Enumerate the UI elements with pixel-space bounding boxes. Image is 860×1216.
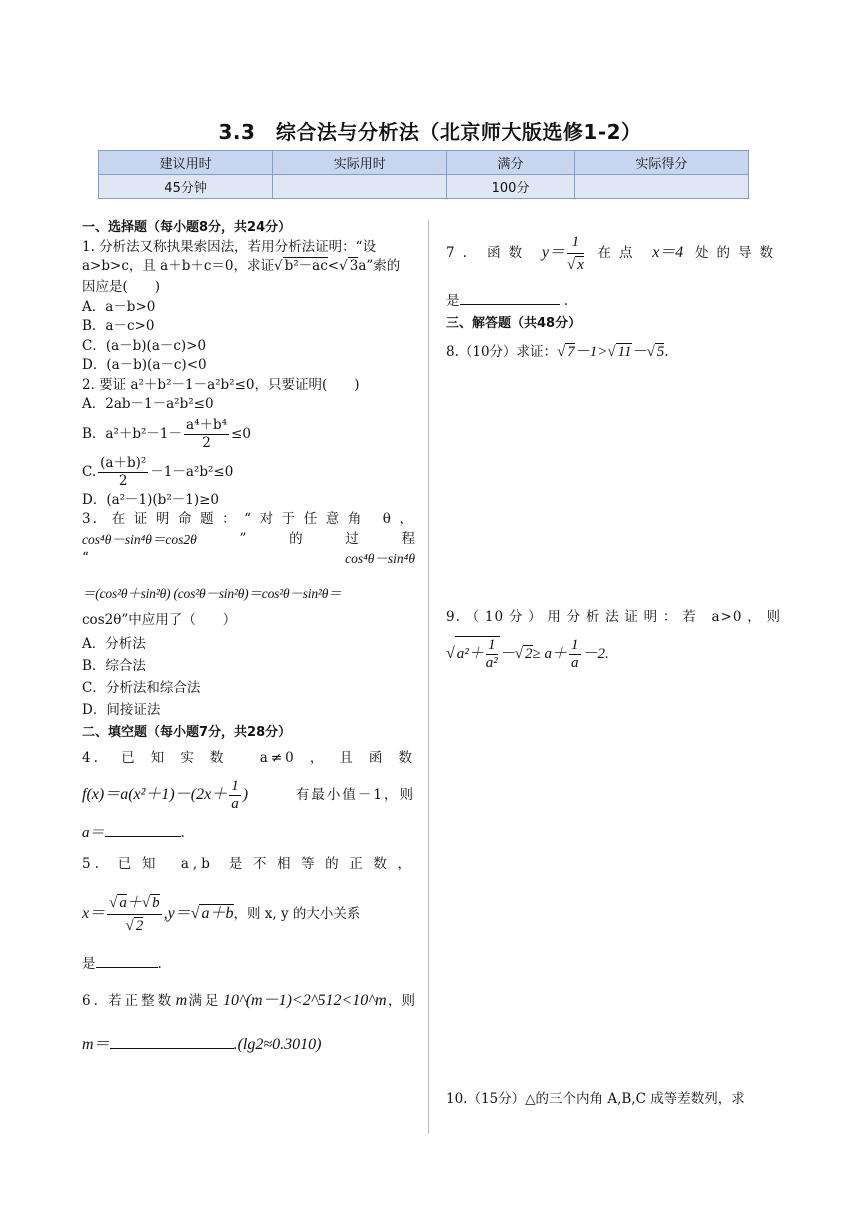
q3-text: 的	[289, 530, 303, 547]
radicand: 2	[135, 917, 144, 934]
right-column	[446, 218, 781, 1107]
question-9	[446, 604, 781, 678]
q7-formula: x＝4	[652, 244, 684, 261]
info-header-cell: 满分	[447, 151, 575, 175]
info-table-header-row	[99, 151, 749, 175]
fraction-denominator: 2	[118, 472, 128, 489]
q4-formula: )	[242, 785, 249, 803]
q3-formula: cos⁴θ－sin⁴θ	[345, 551, 415, 566]
section-heading-solve: 三、解答题（共48分）	[446, 316, 582, 331]
fraction-numerator: 1	[571, 637, 579, 653]
q2-b-text: ≤0	[231, 425, 251, 442]
q8-radicand: 7	[567, 344, 575, 360]
q9-line: 9.（10分）用分析法证明：若 a>0，则	[446, 609, 781, 625]
q6-text: ，则	[387, 992, 415, 1009]
q1-line: 因应是( )	[82, 279, 161, 295]
q1-line	[82, 257, 415, 278]
fraction-denominator: a	[571, 655, 579, 671]
q5-text: ，则 x, y 的大小关系	[233, 905, 361, 922]
q4-fraction	[229, 778, 241, 813]
q4-text: 有最小值－1，则	[295, 786, 415, 803]
q3-line	[82, 530, 415, 550]
question-7	[446, 218, 781, 314]
q2-option-b	[82, 415, 415, 453]
q9-formula: －	[499, 646, 515, 662]
fraction-numerator: 1	[567, 231, 584, 254]
fraction-numerator: (a＋b)²	[100, 454, 147, 471]
question-4	[82, 743, 415, 849]
q9-term: a²＋	[456, 646, 484, 662]
sqrt-symbol-icon: √	[339, 258, 348, 274]
radicand: b	[152, 894, 160, 911]
fraction-denominator: 2	[202, 434, 211, 451]
q3-line: ＝(cos²θ＋sin²θ) (cos²θ－sin²θ)＝cos²θ－sin²θ＝	[82, 586, 342, 601]
q2-option-c	[82, 453, 415, 491]
q4-formula: f(x)＝a(x²＋1)－(2x＋	[82, 785, 228, 803]
q3-option-c: C．分析法和综合法	[82, 680, 201, 696]
question-1	[82, 238, 415, 376]
q5-radicand: a＋b	[201, 904, 234, 922]
left-column	[82, 218, 415, 1067]
q5-text: 是	[82, 955, 96, 972]
q1-option-b: B．a－c>0	[82, 318, 155, 334]
question-2	[82, 376, 415, 511]
q6-formula: 10^(m－1)<2^512<10^m	[222, 991, 387, 1009]
q7-answer-blank[interactable]	[460, 292, 560, 305]
fraction-numerator: 1	[486, 637, 498, 655]
q5-formula: x＝	[82, 904, 106, 922]
q7-line	[446, 218, 781, 288]
info-header-cell: 建议用时	[99, 151, 273, 175]
fraction-denominator: √ x	[566, 257, 584, 273]
q6-text: 6. 若正整数	[82, 992, 175, 1009]
q7-text: 处的导数	[694, 245, 781, 261]
fraction-denominator: √ 2	[125, 917, 144, 934]
q5-fraction	[107, 892, 161, 937]
q8-text: .	[664, 344, 669, 360]
q9-formula: ≥ a＋	[532, 646, 568, 662]
q2-c-fraction	[98, 455, 148, 490]
sqrt-symbol-icon: √	[274, 258, 283, 274]
q3-line: 3. 在证明命题：“对于任意角 θ，	[82, 511, 415, 527]
q4-text: a＝	[82, 824, 105, 841]
q1-text: a>b>c，且 a＋b＋c＝0，求证	[82, 258, 275, 274]
q2-b-text: B．a²＋b²－1－	[82, 425, 183, 442]
question-6	[82, 979, 415, 1067]
q7-line: 是 .	[446, 293, 569, 309]
info-header-cell: 实际用时	[273, 151, 447, 175]
q8-text: 8.（10分）求证：	[446, 344, 558, 360]
q8-radicand: 5	[656, 344, 665, 360]
q6-line	[82, 979, 415, 1023]
q5-line: 5. 已知 a,b 是不相等的正数，	[82, 855, 415, 872]
q1-text: <	[327, 258, 340, 274]
q4-answer-blank[interactable]	[105, 824, 181, 837]
q3-line	[82, 549, 415, 577]
info-value-cell	[574, 175, 748, 199]
q6-answer-blank[interactable]	[110, 1036, 234, 1049]
q9-radicand	[455, 636, 500, 672]
question-3	[82, 510, 415, 723]
q1-text: a”索的	[358, 258, 401, 274]
q1-option-a: A．a－b>0	[82, 298, 156, 315]
q3-option-a: A．分析法	[82, 636, 146, 652]
q3-option-b: B．综合法	[82, 658, 146, 674]
q4-line	[82, 773, 415, 817]
q9-fraction	[486, 637, 498, 672]
q2-option-a: A．2ab－1－a²b²≤0	[82, 396, 214, 412]
q8-formula: －	[631, 344, 647, 360]
q9-formula: －2.	[582, 646, 609, 662]
q3-line: cos2θ”中应用了（ ）	[82, 612, 237, 628]
q1-line: 1. 分析法又称执果索因法，若用分析法证明：“设	[82, 238, 377, 255]
info-table-value-row	[99, 175, 749, 199]
q5-line: 是 .	[82, 955, 162, 972]
q4-line: a＝ .	[82, 824, 185, 841]
q2-c-text: C.	[82, 463, 97, 480]
q6-variable: m	[175, 991, 188, 1009]
info-value-cell: 45分钟	[99, 175, 273, 199]
q3-option-d: D．间接证法	[82, 702, 161, 718]
q3-formula: cos⁴θ－sin⁴θ＝cos2θ	[82, 531, 197, 547]
question-8: 8.（10分）求证：√ 7－1>√ 11－√ 5.	[446, 344, 669, 360]
q9-line: √ a²＋ $\frac{1}{\text{a²}}$ －√ 2≥ a＋ $\frac{1}{a}$ －2.	[446, 637, 609, 672]
q6-text: 满足	[188, 992, 222, 1009]
info-header-cell: 实际得分	[574, 151, 748, 175]
q2-option-d: D．(a²－1)(b²－1)≥0	[82, 491, 219, 508]
q5-formula: ,y＝	[163, 904, 191, 922]
q5-line: x＝ $\frac{√ a+√ b}{√ 2}$ ,y＝√ a＋b，则 x, y 的大小关系	[82, 879, 415, 949]
q3-text: 过	[345, 530, 359, 547]
page-title: 3.3 综合法与分析法（北京师大版选修1-2）	[218, 120, 642, 144]
fraction-denominator: a	[231, 795, 239, 812]
fraction-numerator: a⁴＋b⁴	[186, 416, 228, 433]
section-heading-choice: 一、选择题（每小题8分，共24分）	[82, 220, 292, 235]
q6-line	[82, 1023, 415, 1067]
fraction-numerator: √ a＋√ b	[107, 892, 161, 915]
section-heading-fill: 二、填空题（每小题7分，共28分）	[82, 725, 292, 740]
q4-line: 4. 已知实数 a≠0，且函数	[82, 749, 415, 766]
q7-text: 在点	[597, 245, 641, 261]
info-value-cell	[273, 175, 447, 199]
q7-text: 是	[446, 293, 460, 309]
q8-formula: －1>	[574, 344, 608, 360]
q7-formula: y＝	[541, 244, 565, 261]
info-value-cell: 100分	[447, 175, 575, 199]
q7-text: 7. 函数	[446, 245, 531, 261]
q2-b-fraction	[184, 417, 229, 452]
radicand: x	[577, 257, 584, 273]
q8-radicand: 11	[617, 344, 632, 360]
q1-radicand: 3	[349, 258, 359, 274]
q1-radicand: b²－ac	[284, 258, 328, 274]
radicand: a	[119, 894, 127, 911]
question-5	[82, 849, 415, 979]
fraction-numerator: 1	[231, 777, 239, 794]
q7-fraction	[567, 231, 584, 276]
q6-formula: m＝	[82, 1035, 110, 1053]
q9-fraction	[569, 637, 581, 672]
question-10: 10.（15分）△的三个内角 A,B,C 成等差数列，求	[446, 1091, 745, 1107]
q1-option-c: C．(a－b)(a－c)>0	[82, 337, 207, 354]
q2-c-text: －1－a²b²≤0	[150, 463, 234, 480]
q3-text: “	[82, 550, 89, 566]
info-table	[98, 150, 749, 199]
q3-text: 程	[401, 530, 415, 547]
q2-stem: 2. 要证 a²＋b²－1－a²b²≤0，只要证明( )	[82, 376, 360, 393]
plus-sign: ＋	[126, 894, 142, 911]
q6-formula: .(lg2≈0.3010)	[233, 1035, 322, 1053]
q3-text: ”	[239, 530, 247, 547]
q9-radicand: 2	[525, 646, 533, 662]
column-divider	[428, 220, 429, 1134]
q5-answer-blank[interactable]	[96, 955, 158, 968]
q1-option-d: D．(a－b)(a－c)<0	[82, 357, 207, 373]
fraction-denominator: a²	[485, 655, 498, 672]
